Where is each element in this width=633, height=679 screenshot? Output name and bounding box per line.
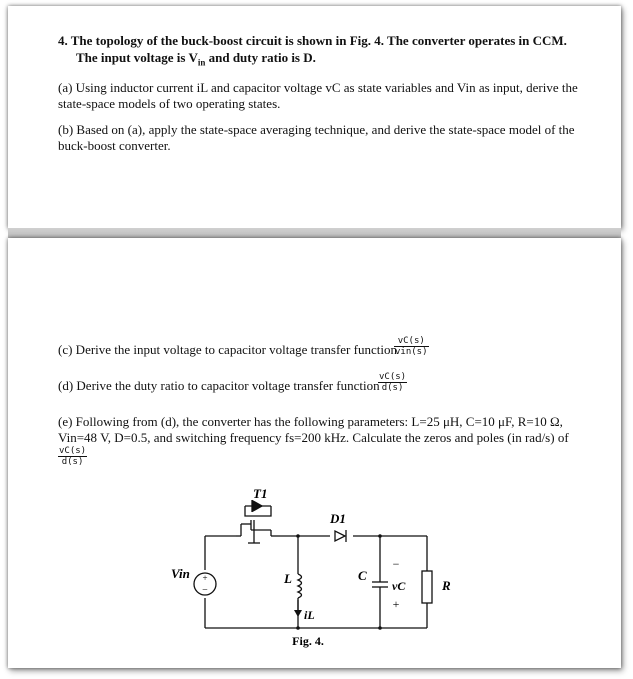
part-c-numerator: vC(s)	[394, 336, 429, 347]
part-e-denominator: d(s)	[61, 457, 84, 467]
inductor-label: L	[284, 571, 292, 586]
question-title-line1: 4. The topology of the buck-boost circuit is shown in Fig. 4. The converter operates in CCM.	[58, 33, 567, 48]
page-2	[8, 238, 621, 668]
part-a-line1: (a) Using inductor current iL and capacitor voltage vC as state variables and Vin as input, derive the	[58, 80, 578, 95]
junction-capacitor-bottom	[378, 626, 382, 630]
body-diode-triangle	[253, 501, 262, 511]
current-arrow-head	[294, 610, 302, 617]
voltage-label: vC	[392, 579, 406, 593]
diode-label: D1	[330, 511, 346, 526]
voltage-plus: +	[392, 597, 400, 611]
diode-triangle	[335, 531, 345, 541]
part-d-denominator: d(s)	[381, 383, 404, 393]
source-label: Vin	[171, 566, 190, 581]
question-title-line2: The input voltage is $V_{in}$ and duty ratio is D.	[76, 50, 316, 68]
source-plus: +	[202, 573, 208, 583]
junction-inductor-top	[296, 534, 300, 538]
junction-capacitor-top	[378, 534, 382, 538]
part-e-line1: (e) Following from (d), the converter has the following parameters: L=25 μH, C=10 μF, R=10 Ω,	[58, 414, 563, 429]
part-c-text: (c) Derive the input voltage to capacitor voltage transfer function	[58, 342, 397, 357]
page-separator	[8, 228, 621, 238]
resistor-label: R	[442, 578, 451, 593]
buck-boost-circuit	[8, 238, 621, 668]
part-b-line2: buck-boost converter.	[58, 138, 171, 153]
inductor-coil	[298, 574, 302, 598]
resistor-body	[422, 571, 432, 603]
part-d-text: (d) Derive the duty ratio to capacitor voltage transfer function	[58, 378, 380, 393]
part-e-numerator: vC(s)	[59, 446, 87, 456]
part-d-numerator: vC(s)	[379, 372, 407, 382]
part-b-line1: (b) Based on (a), apply the state-space averaging technique, and derive the state-space model of the	[58, 122, 575, 137]
current-label: iL	[304, 608, 315, 622]
switch-label: T1	[253, 486, 268, 501]
part-e-line2: Vin=48 V, D=0.5, and switching frequency fs=200 kHz. Calculate the zeros and poles (in rad/s) of	[58, 430, 569, 445]
capacitor-label: C	[358, 568, 367, 583]
part-c-denominator: vin(s)	[395, 347, 428, 357]
part-a-line2: state-space models of two operating states.	[58, 96, 281, 111]
voltage-minus: −	[392, 557, 400, 571]
page-1	[8, 6, 621, 228]
figure-caption: Fig. 4.	[292, 634, 324, 648]
junction-inductor-bottom	[296, 626, 300, 630]
source-minus: −	[202, 585, 208, 596]
